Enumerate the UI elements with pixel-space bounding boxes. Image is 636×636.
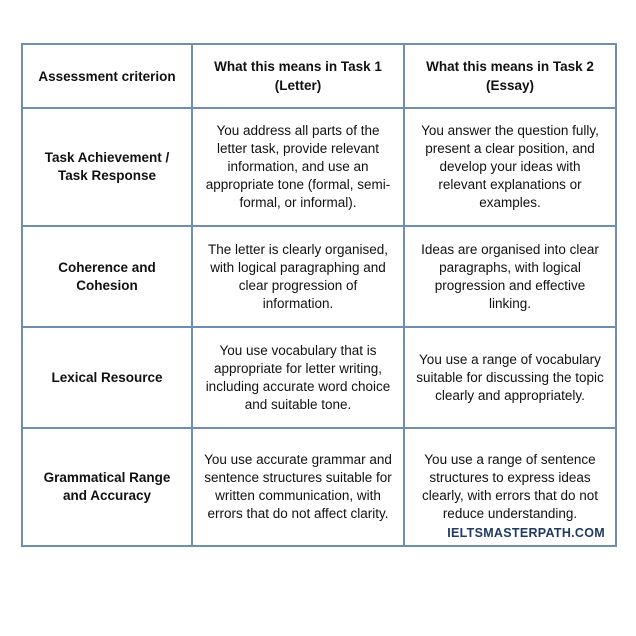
header-task1-letter: What this means in Task 1 (Letter): [192, 44, 404, 108]
criterion-cell: Coherence and Cohesion: [22, 226, 192, 327]
table-row: [22, 327, 616, 428]
table-row: [22, 226, 616, 327]
assessment-criteria-table: [21, 43, 617, 547]
task1-cell: You use vocabulary that is appropriate for letter writing, including accurate word choice and suitable tone.: [192, 327, 404, 428]
criterion-cell: Lexical Resource: [22, 327, 192, 428]
table-row: [22, 108, 616, 226]
criterion-cell: Grammatical Range and Accuracy: [22, 428, 192, 546]
header-assessment-criterion: Assessment criterion: [22, 44, 192, 108]
task2-cell-text: You use a range of sentence structures to express ideas clearly, with errors that do not reduce understanding.: [421, 452, 599, 521]
task2-cell: You use a range of vocabulary suitable for discussing the topic clearly and appropriately.: [404, 327, 616, 428]
criterion-cell: Task Achievement / Task Response: [22, 108, 192, 226]
task2-cell: You answer the question fully, present a clear position, and develop your ideas with relevant explanations or examples.: [404, 108, 616, 226]
task1-cell: You address all parts of the letter task, provide relevant information, and use an appropriate tone (formal, semi-formal, or informal).: [192, 108, 404, 226]
table-header-row: [22, 44, 616, 108]
task2-cell: Ideas are organised into clear paragraphs, with logical progression and effective linking.: [404, 226, 616, 327]
site-watermark: IELTSMASTERPATH.COM: [447, 526, 605, 540]
task2-cell-with-watermark: [404, 428, 616, 546]
task1-cell: You use accurate grammar and sentence structures suitable for written communication, with errors that do not affect clarity.: [192, 428, 404, 546]
task1-cell: The letter is clearly organised, with logical paragraphing and clear progression of information.: [192, 226, 404, 327]
header-task2-essay: What this means in Task 2 (Essay): [404, 44, 616, 108]
table-row: [22, 428, 616, 546]
